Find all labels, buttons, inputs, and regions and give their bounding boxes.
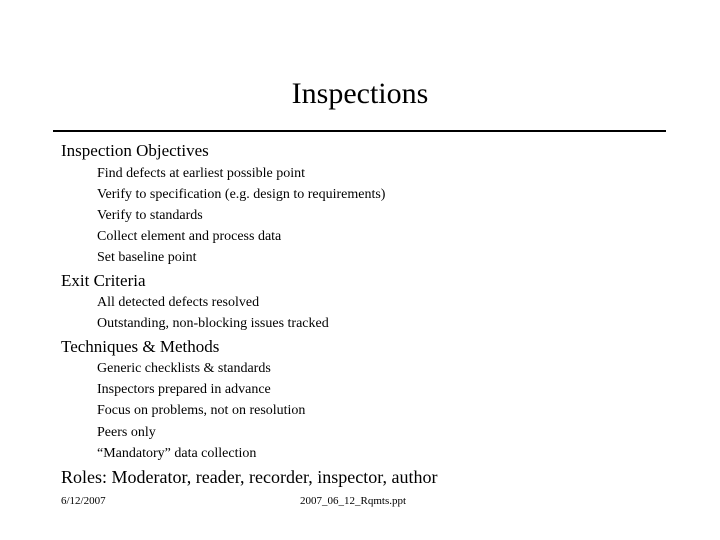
section-heading-exit-criteria: Exit Criteria	[61, 271, 146, 290]
list-item: Focus on problems, not on resolution	[97, 403, 306, 418]
list-item: Generic checklists & standards	[97, 361, 271, 376]
slide-title-text: Inspections	[291, 77, 429, 110]
section-heading-techniques: Techniques & Methods	[61, 337, 220, 356]
list-item: Outstanding, non-blocking issues tracked	[97, 316, 329, 331]
list-item: Collect element and process data	[97, 229, 282, 244]
list-item: Verify to standards	[97, 208, 203, 223]
slide-title	[0, 74, 720, 114]
section-heading-objectives: Inspection Objectives	[61, 141, 209, 160]
list-item: Peers only	[97, 425, 156, 440]
list-item: Inspectors prepared in advance	[97, 382, 271, 397]
list-item: Verify to specification (e.g. design to requirements)	[97, 187, 386, 202]
section-heading-roles: Roles: Moderator, reader, recorder, inspector, author	[61, 467, 438, 487]
list-item: Find defects at earliest possible point	[97, 166, 306, 181]
list-item: All detected defects resolved	[97, 295, 260, 310]
title-divider	[53, 130, 666, 132]
footer-date: 6/12/2007	[61, 495, 106, 507]
list-item: “Mandatory” data collection	[97, 446, 257, 461]
list-item: Set baseline point	[97, 250, 197, 265]
footer-filename: 2007_06_12_Rqmts.ppt	[300, 495, 407, 507]
